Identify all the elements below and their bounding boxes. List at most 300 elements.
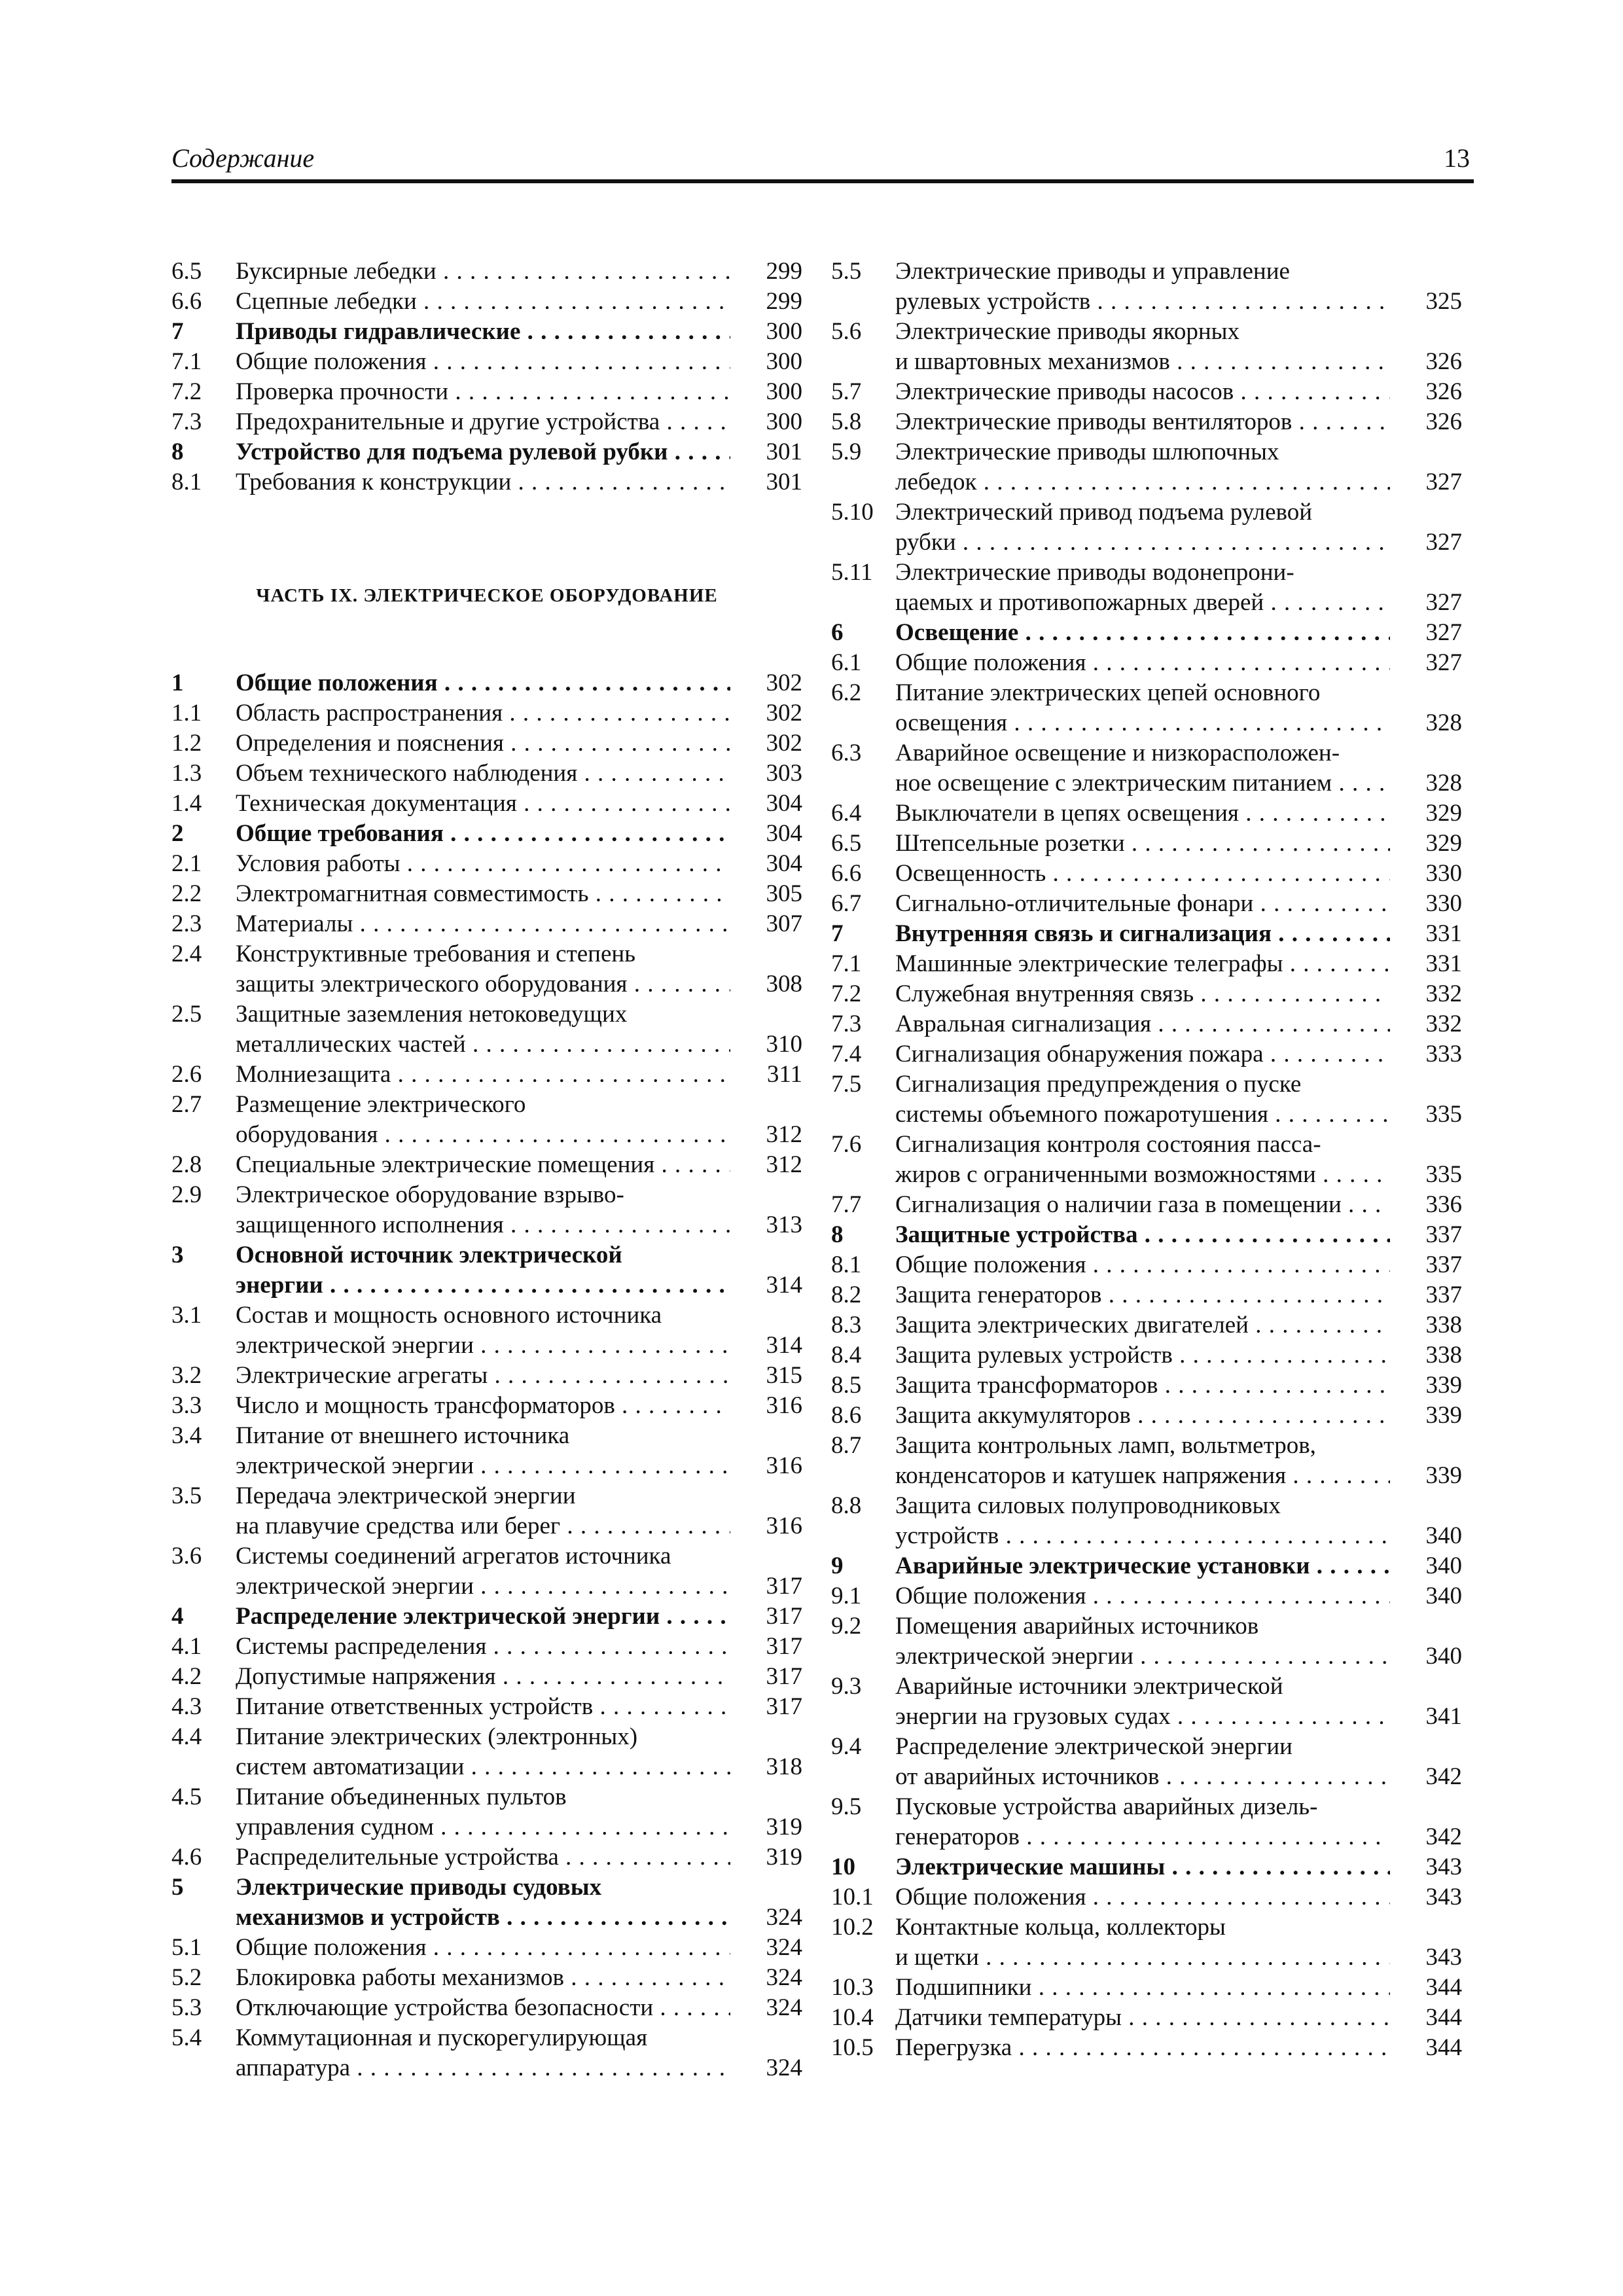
toc-entry [171, 668, 802, 698]
toc-entry-page: 338 [1425, 1312, 1462, 1338]
toc-entry-title: электрической энергии . . . [236, 1331, 730, 1361]
toc-entry-title: Сигнализация контроля состояния пасса- [895, 1131, 1321, 1158]
toc-entry [171, 1541, 802, 1602]
toc-entry-page: 340 [1425, 1583, 1462, 1609]
toc-entry [831, 257, 1462, 317]
toc-entry [171, 879, 802, 909]
toc-entry [171, 909, 802, 939]
toc-entry-page: 319 [766, 1814, 802, 1840]
toc-entry-number: 2.2 [171, 880, 202, 907]
toc-entry-title: Штепсельные розетки . . . [895, 829, 1390, 859]
toc-entry-page: 301 [766, 439, 802, 465]
toc-entry-title: Электрический привод подъема рулевой [895, 499, 1313, 526]
toc-entry-number: 6.1 [831, 649, 862, 676]
toc-entry-number: 2.9 [171, 1181, 202, 1208]
toc-entry-number: 8.1 [831, 1251, 862, 1278]
toc-entry [831, 1190, 1462, 1220]
toc-entry [171, 1090, 802, 1150]
toc-entry-number: 5.10 [831, 499, 874, 526]
toc-entry-number: 8.7 [831, 1432, 862, 1459]
toc-entry-title: аппаратура . . . [236, 2053, 730, 2083]
toc-entry-title: жиров с ограниченными возможностями . . . [895, 1160, 1390, 1190]
toc-entry-number: 7.7 [831, 1191, 862, 1218]
toc-entry [171, 257, 802, 287]
toc-entry-number: 7.1 [831, 950, 862, 977]
toc-entry-page: 326 [1425, 348, 1462, 375]
toc-entry-title: Состав и мощность основного источника [236, 1302, 662, 1329]
toc-entry-page: 327 [1425, 529, 1462, 556]
toc-entry-page: 299 [766, 258, 802, 285]
toc-entry-page: 339 [1425, 1372, 1462, 1399]
toc-entry-number: 1.3 [171, 760, 202, 787]
toc-entry-title: конденсаторов и катушек напряжения . . . [895, 1461, 1390, 1491]
toc-entry-page: 343 [1425, 1884, 1462, 1910]
toc-entry-number: 4.4 [171, 1723, 202, 1750]
toc-entry-number: 7.4 [831, 1041, 862, 1067]
toc-entry-page: 327 [1425, 589, 1462, 616]
toc-entry-number: 7.2 [171, 378, 202, 405]
toc-entry-title: Служебная внутренняя связь . . . [895, 979, 1390, 1009]
toc-entry-number: 3.1 [171, 1302, 202, 1329]
toc-entry-title: Общие положения . . . [236, 1933, 730, 1963]
toc-entry-title: Освещение . . . [895, 618, 1390, 648]
toc-entry-title: устройств . . . [895, 1521, 1390, 1551]
toc-entry-title: Сигнально-отличительные фонари . . . [895, 889, 1390, 919]
toc-entry [831, 1581, 1462, 1611]
toc-entry [171, 2023, 802, 2083]
toc-entry-title: Аварийные электрические установки . . . [895, 1551, 1390, 1581]
toc-entry-title: Контактные кольца, коллекторы [895, 1914, 1226, 1941]
toc-entry-title: Материалы . . . [236, 909, 730, 939]
toc-entry-page: 337 [1425, 1251, 1462, 1278]
toc-entry [171, 849, 802, 879]
toc-entry-title: Электрические машины . . . [895, 1852, 1390, 1882]
toc-entry-title: рубки . . . [895, 528, 1390, 558]
toc-entry-page: 343 [1425, 1944, 1462, 1971]
toc-entry-title: и щетки . . . [895, 1943, 1390, 1973]
toc-entry-page: 314 [766, 1332, 802, 1359]
toc-entry [171, 728, 802, 759]
toc-entry [831, 1371, 1462, 1401]
toc-entry-title: Электрические приводы шлюпочных [895, 439, 1279, 465]
toc-entry-number: 7.5 [831, 1071, 862, 1098]
toc-entry-title: управления судном . . . [236, 1812, 730, 1842]
toc-entry-title: Приводы гидравлические . . . [236, 317, 730, 347]
page-header [171, 143, 1474, 183]
toc-entry [171, 1391, 802, 1421]
toc-entry [171, 377, 802, 407]
toc-entry [831, 859, 1462, 889]
toc-entry-page: 341 [1425, 1703, 1462, 1730]
toc-entry [831, 558, 1462, 618]
toc-entry-number: 6.6 [171, 288, 202, 315]
toc-entry-title: Условия работы . . . [236, 849, 730, 879]
toc-entry-page: 327 [1425, 649, 1462, 676]
toc-entry-title: Общие требования . . . [236, 819, 730, 849]
toc-entry-number: 6.4 [831, 800, 862, 827]
toc-entry-page: 331 [1425, 920, 1462, 947]
toc-entry-number: 8.6 [831, 1402, 862, 1429]
toc-entry-number: 2.7 [171, 1091, 202, 1118]
toc-entry-page: 312 [766, 1121, 802, 1148]
toc-entry-title: Защита силовых полупроводниковых [895, 1492, 1281, 1519]
toc-entry-number: 10.1 [831, 1884, 874, 1910]
toc-entry-title: Машинные электрические телеграфы . . . [895, 949, 1390, 979]
toc-entry-number: 2.6 [171, 1061, 202, 1088]
toc-entry-page: 337 [1425, 1221, 1462, 1248]
toc-entry-page: 340 [1425, 1643, 1462, 1670]
toc-entry [831, 1280, 1462, 1310]
toc-entry-title: Сигнализация о наличии газа в помещении . . . [895, 1190, 1390, 1220]
toc-entry-number: 5.7 [831, 378, 862, 405]
toc-entry-number: 5.3 [171, 1994, 202, 2021]
toc-entry [171, 1963, 802, 1993]
toc-entry-title: Коммутационная и пускорегулирующая [236, 2024, 648, 2051]
toc-entry [831, 1340, 1462, 1371]
toc-entry-title: Датчики температуры . . . [895, 2003, 1390, 2033]
toc-entry-number: 10.2 [831, 1914, 874, 1941]
toc-entry [831, 1401, 1462, 1431]
toc-entry-page: 302 [766, 730, 802, 757]
toc-entry-page: 300 [766, 408, 802, 435]
toc-entry-title: Общие положения . . . [895, 648, 1390, 678]
toc-entry-title: системы объемного пожаротушения . . . [895, 1100, 1390, 1130]
toc-entry [831, 437, 1462, 497]
toc-entry-title: Защита генераторов . . . [895, 1280, 1390, 1310]
part-heading: ЧАСТЬ IX. ЭЛЕКТРИЧЕСКОЕ ОБОРУДОВАНИЕ [256, 585, 718, 606]
toc-right-column [831, 257, 1462, 2063]
running-title: Содержание [171, 143, 315, 173]
toc-entry-title: Защита рулевых устройств . . . [895, 1340, 1390, 1371]
toc-entry-title: Буксирные лебедки . . . [236, 257, 730, 287]
toc-entry-title: Пусковые устройства аварийных дизель- [895, 1793, 1318, 1820]
toc-entry-number: 9 [831, 1552, 844, 1579]
toc-entry-page: 312 [766, 1151, 802, 1178]
toc-entry-number: 2.4 [171, 941, 202, 967]
toc-entry-title: энергии . . . [236, 1270, 730, 1300]
toc-entry [171, 347, 802, 377]
toc-entry-title: Перегрузка . . . [895, 2033, 1390, 2063]
toc-entry-page: 342 [1425, 1823, 1462, 1850]
toc-entry-page: 344 [1425, 2034, 1462, 2061]
toc-entry [171, 1602, 802, 1632]
toc-entry-page: 333 [1425, 1041, 1462, 1067]
toc-entry-number: 5.8 [831, 408, 862, 435]
toc-entry-title: электрической энергии . . . [895, 1641, 1390, 1672]
toc-entry [171, 437, 802, 467]
toc-entry-number: 8.4 [831, 1342, 862, 1369]
toc-entry-title: защиты электрического оборудования . . . [236, 969, 730, 999]
toc-entry-title: Электрические приводы якорных [895, 318, 1240, 345]
toc-entry-title: цаемых и противопожарных дверей . . . [895, 588, 1390, 618]
toc-entry-number: 2.3 [171, 910, 202, 937]
toc-entry-title: Защита трансформаторов . . . [895, 1371, 1390, 1401]
toc-entry-number: 10.4 [831, 2004, 874, 2031]
toc-entry-title: Электрические агрегаты . . . [236, 1361, 730, 1391]
toc-entry [831, 979, 1462, 1009]
toc-entry-title: Помещения аварийных источников [895, 1613, 1259, 1640]
toc-entry-page: 300 [766, 318, 802, 345]
toc-entry-title: Электромагнитная совместимость . . . [236, 879, 730, 909]
toc-entry [171, 1481, 802, 1541]
toc-entry-number: 3.2 [171, 1362, 202, 1389]
toc-entry-page: 344 [1425, 2004, 1462, 2031]
toc-entry [831, 678, 1462, 738]
toc-entry-title: Защитные заземления нетоковедущих [236, 1001, 628, 1028]
toc-left-column [171, 257, 802, 2083]
toc-entry [831, 407, 1462, 437]
toc-entry-page: 317 [766, 1603, 802, 1630]
toc-entry-title: Электрическое оборудование взрыво- [236, 1181, 624, 1208]
toc-entry-number: 4.6 [171, 1844, 202, 1871]
toc-entry-title: Передача электрической энергии [236, 1482, 576, 1509]
toc-entry-title: Питание от внешнего источника [236, 1422, 570, 1449]
toc-entry-page: 315 [766, 1362, 802, 1389]
toc-entry [831, 1130, 1462, 1190]
toc-entry-number: 6.2 [831, 679, 862, 706]
toc-entry [831, 2033, 1462, 2063]
toc-section-parts-8 [171, 257, 802, 497]
toc-entry-number: 9.4 [831, 1733, 862, 1760]
toc-entry-number: 5.6 [831, 318, 862, 345]
toc-entry-page: 304 [766, 820, 802, 847]
toc-entry-number: 4.1 [171, 1633, 202, 1660]
toc-entry-title: Распределительные устройства . . . [236, 1842, 730, 1873]
toc-entry-page: 324 [766, 1904, 802, 1931]
toc-entry-number: 9.2 [831, 1613, 862, 1640]
toc-entry-title: Блокировка работы механизмов . . . [236, 1963, 730, 1993]
toc-entry-page: 324 [766, 2054, 802, 2081]
toc-section-part-9-continued [831, 257, 1462, 2063]
toc-entry-page: 301 [766, 469, 802, 495]
toc-entry [831, 889, 1462, 919]
toc-entry [831, 949, 1462, 979]
toc-entry-page: 337 [1425, 1282, 1462, 1308]
toc-entry [831, 1431, 1462, 1491]
toc-entry-title: Предохранительные и другие устройства . . . [236, 407, 730, 437]
toc-entry-title: Аварийное освещение и низкорасположен- [895, 740, 1340, 766]
toc-entry-title: Общие положения . . . [236, 668, 730, 698]
toc-entry-page: 317 [766, 1663, 802, 1690]
toc-entry-number: 8.2 [831, 1282, 862, 1308]
toc-entry-page: 342 [1425, 1763, 1462, 1790]
toc-entry-page: 332 [1425, 980, 1462, 1007]
toc-entry [171, 1421, 802, 1481]
toc-entry-page: 343 [1425, 1854, 1462, 1880]
toc-entry-title: генераторов . . . [895, 1822, 1390, 1852]
toc-entry-title: Требования к конструкции . . . [236, 467, 730, 497]
toc-entry-page: 330 [1425, 860, 1462, 887]
toc-entry-page: 313 [766, 1211, 802, 1238]
toc-entry-title: Основной источник электрической [236, 1242, 622, 1268]
toc-entry [171, 467, 802, 497]
toc-entry-number: 5.4 [171, 2024, 202, 2051]
toc-entry [831, 1220, 1462, 1250]
toc-entry-title: Электрические приводы вентиляторов . . . [895, 407, 1390, 437]
toc-entry-title: Питание электрических (электронных) [236, 1723, 638, 1750]
toc-entry-title: Подшипники . . . [895, 1973, 1390, 2003]
toc-entry-number: 2.1 [171, 850, 202, 877]
toc-entry [831, 1672, 1462, 1732]
toc-entry-page: 302 [766, 700, 802, 726]
toc-entry-title: Питание электрических цепей основного [895, 679, 1321, 706]
toc-entry-title: Защита электрических двигателей . . . [895, 1310, 1390, 1340]
toc-entry-page: 318 [766, 1753, 802, 1780]
toc-entry [171, 1240, 802, 1300]
toc-entry-page: 335 [1425, 1161, 1462, 1188]
toc-entry [831, 377, 1462, 407]
toc-entry-title: Аварийные источники электрической [895, 1673, 1283, 1700]
toc-entry-title: Допустимые напряжения . . . [236, 1662, 730, 1692]
toc-entry-page: 339 [1425, 1462, 1462, 1489]
toc-entry-title: Защита аккумуляторов . . . [895, 1401, 1390, 1431]
toc-entry-number: 7.3 [831, 1011, 862, 1037]
toc-entry-title: Сигнализация предупреждения о пуске [895, 1071, 1302, 1098]
toc-entry-title: Освещенность . . . [895, 859, 1390, 889]
toc-entry-title: Общие положения . . . [895, 1581, 1390, 1611]
toc-entry-number: 6.5 [831, 830, 862, 857]
toc-entry [831, 798, 1462, 829]
toc-entry-page: 303 [766, 760, 802, 787]
toc-entry [171, 698, 802, 728]
toc-entry [831, 1491, 1462, 1551]
toc-entry [171, 1180, 802, 1240]
toc-entry-page: 319 [766, 1844, 802, 1871]
toc-entry-page: 324 [766, 1934, 802, 1961]
toc-entry-page: 304 [766, 850, 802, 877]
toc-entry [171, 1361, 802, 1391]
toc-entry-number: 5.2 [171, 1964, 202, 1991]
toc-entry [171, 317, 802, 347]
toc-entry-number: 10 [831, 1854, 855, 1880]
toc-entry [831, 1250, 1462, 1280]
toc-entry-title: Число и мощность трансформаторов . . . [236, 1391, 730, 1421]
toc-entry-title: металлических частей . . . [236, 1030, 730, 1060]
toc-entry-title: Питание объединенных пультов [236, 1784, 567, 1810]
toc-entry-number: 9.3 [831, 1673, 862, 1700]
toc-entry [831, 1792, 1462, 1852]
toc-entry-title: энергии на грузовых судах . . . [895, 1702, 1390, 1732]
toc-entry-title: Защитные устройства . . . [895, 1220, 1390, 1250]
toc-entry-title: и швартовных механизмов . . . [895, 347, 1390, 377]
toc-entry-title: от аварийных источников . . . [895, 1762, 1390, 1792]
toc-entry-title: механизмов и устройств . . . [236, 1903, 730, 1933]
toc-entry-number: 6.6 [831, 860, 862, 887]
toc-entry-page: 300 [766, 348, 802, 375]
toc-entry-page: 344 [1425, 1974, 1462, 2001]
toc-entry-number: 8.3 [831, 1312, 862, 1338]
toc-entry-number: 9.5 [831, 1793, 862, 1820]
toc-entry-title: Размещение электрического [236, 1091, 526, 1118]
toc-entry [831, 919, 1462, 949]
toc-entry-title: электрической энергии . . . [236, 1571, 730, 1602]
toc-entry [171, 1842, 802, 1873]
toc-entry [831, 1852, 1462, 1882]
toc-entry-page: 317 [766, 1573, 802, 1600]
toc-entry-page: 332 [1425, 1011, 1462, 1037]
toc-entry-title: Питание ответственных устройств . . . [236, 1692, 730, 1722]
toc-entry-page: 326 [1425, 408, 1462, 435]
toc-entry-title: Системы соединений агрегатов источника [236, 1543, 671, 1570]
toc-entry-number: 8.5 [831, 1372, 862, 1399]
toc-entry [831, 1310, 1462, 1340]
toc-entry-number: 3.5 [171, 1482, 202, 1509]
toc-entry [171, 287, 802, 317]
toc-entry [831, 1039, 1462, 1069]
toc-entry-page: 340 [1425, 1552, 1462, 1579]
toc-entry [171, 759, 802, 789]
toc-entry [831, 2003, 1462, 2033]
toc-entry-page: 329 [1425, 800, 1462, 827]
toc-entry-page: 316 [766, 1392, 802, 1419]
toc-entry-title: Техническая документация . . . [236, 789, 730, 819]
toc-entry-number: 8.8 [831, 1492, 862, 1519]
toc-entry-title: Выключатели в цепях освещения . . . [895, 798, 1390, 829]
toc-entry-title: Молниезащита . . . [236, 1060, 730, 1090]
toc-entry-title: Распределение электрической энергии . . . [236, 1602, 730, 1632]
toc-entry-number: 1.1 [171, 700, 202, 726]
toc-entry-number: 9.1 [831, 1583, 862, 1609]
toc-entry-page: 339 [1425, 1402, 1462, 1429]
toc-entry [171, 1300, 802, 1361]
toc-entry [171, 999, 802, 1060]
toc-entry-number: 5.9 [831, 439, 862, 465]
toc-entry-number: 5 [171, 1874, 184, 1901]
toc-entry [831, 1069, 1462, 1130]
toc-entry-title: Системы распределения . . . [236, 1632, 730, 1662]
page-number: 13 [1444, 143, 1470, 173]
toc-entry-number: 4.5 [171, 1784, 202, 1810]
toc-entry-title: Электрические приводы и управление [895, 258, 1290, 285]
toc-entry-page: 328 [1425, 770, 1462, 797]
toc-entry-page: 311 [766, 1061, 802, 1088]
toc-entry-title: Специальные электрические помещения . . . [236, 1150, 730, 1180]
toc-entry-title: Внутренняя связь и сигнализация . . . [895, 919, 1390, 949]
toc-entry-number: 8.1 [171, 469, 202, 495]
toc-entry [831, 648, 1462, 678]
toc-entry-page: 316 [766, 1513, 802, 1539]
toc-entry [171, 1632, 802, 1662]
toc-entry [831, 618, 1462, 648]
toc-entry [171, 789, 802, 819]
toc-entry-number: 2.8 [171, 1151, 202, 1178]
toc-entry [171, 939, 802, 999]
toc-entry-title: лебедок . . . [895, 467, 1390, 497]
toc-entry [171, 1782, 802, 1842]
toc-entry-page: 300 [766, 378, 802, 405]
toc-entry-title: Электрические приводы судовых [236, 1874, 602, 1901]
toc-entry-title: Общие положения . . . [895, 1250, 1390, 1280]
toc-entry-number: 7.6 [831, 1131, 862, 1158]
toc-entry-number: 4 [171, 1603, 184, 1630]
toc-entry [171, 1873, 802, 1933]
toc-entry-title: ное освещение с электрическим питанием . . . [895, 768, 1390, 798]
toc-entry-page: 338 [1425, 1342, 1462, 1369]
toc-entry-title: Авральная сигнализация . . . [895, 1009, 1390, 1039]
toc-entry [831, 1611, 1462, 1672]
toc-entry-page: 299 [766, 288, 802, 315]
toc-entry-page: 335 [1425, 1101, 1462, 1128]
toc-entry-page: 336 [1425, 1191, 1462, 1218]
toc-entry [831, 1732, 1462, 1792]
toc-entry [831, 1551, 1462, 1581]
toc-entry [171, 1722, 802, 1782]
toc-entry-number: 6.3 [831, 740, 862, 766]
toc-entry-number: 2 [171, 820, 184, 847]
toc-entry-number: 3.3 [171, 1392, 202, 1419]
toc-entry-page: 329 [1425, 830, 1462, 857]
toc-entry-number: 7.3 [171, 408, 202, 435]
